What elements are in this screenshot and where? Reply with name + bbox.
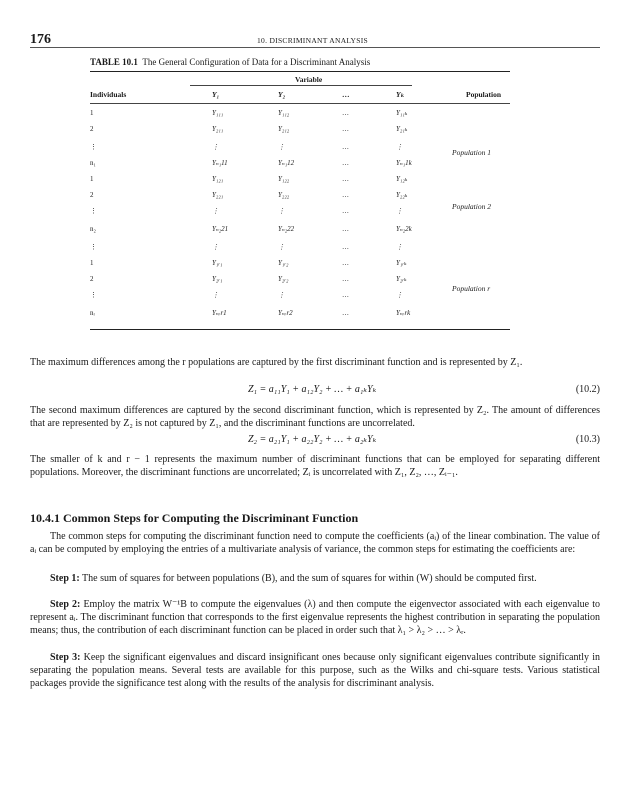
table-cell: Y₂ᵣₖ (396, 275, 407, 283)
table-caption (90, 57, 370, 67)
page-number: 176 (30, 32, 51, 47)
table-cell: Y₂₂ₖ (396, 191, 408, 199)
table-top-rule (90, 71, 510, 72)
step-1-label: Step 1: (50, 573, 80, 584)
table-cell: Y₂ᵣ₁ (212, 275, 223, 283)
equation-10-2: Z₁ = a₁₁Y₁ + a₁₂Y₂ + … + a₁ₖYₖ (248, 384, 377, 395)
table-cell: … (342, 175, 349, 183)
table-cell: … (342, 207, 349, 215)
equation-10-3: Z₂ = a₂₁Y₁ + a₂₂Y₂ + … + a₂ₖYₖ (248, 434, 377, 445)
paragraph-4: The common steps for computing the discriminant function need to compute the coefficients (aᵢ) of the linear combination. The value of aᵢ can be computed by employing the entries of a multivariate analysis of variance, the common steps for estimating the coefficients are: (30, 531, 600, 555)
table-cell: ⋮ (396, 207, 403, 215)
table-cell: … (342, 191, 349, 199)
population-1-label: Population 1 (452, 148, 491, 157)
table-cell: ⋮ (396, 243, 403, 251)
table-cell: ⋮ (212, 243, 219, 251)
step-3-text: Keep the significant eigenvalues and discard insignificant ones because only significant eigenvalues contribute significantly in separating the population means. Several tests are available for this purpose, such as the Wilks and chi-square tests. Various statistical packages provide the significance test along with the results of the analysis for discriminant analysis. (30, 652, 600, 689)
table-cell: Y₁₁₂ (278, 109, 290, 117)
table-cell: nᵣ (90, 309, 96, 317)
table-cell: 2 (90, 125, 94, 133)
population-2-label: Population 2 (452, 202, 491, 211)
step-1-text: The sum of squares for between populations (B), and the sum of squares for within (W) should be computed first. (79, 573, 537, 584)
table-cell: Y₂₂₁ (212, 191, 224, 199)
table-cell: … (342, 291, 349, 299)
table-cell: Yₙᵣrk (396, 309, 411, 317)
table-cell: Yₙ₂21 (212, 225, 229, 233)
table-cell: … (342, 275, 349, 283)
table-caption-text: The General Configuration of Data for a Discriminant Analysis (142, 57, 371, 67)
header-bottom-rule (90, 103, 510, 104)
table-cell: Yₙ₁1k (396, 159, 412, 167)
table-cell: Yₙ₂22 (278, 225, 295, 233)
table-bottom-rule (90, 329, 510, 330)
step-1 (30, 572, 600, 585)
table-cell: … (342, 109, 349, 117)
table-cell: Y₁₂ₖ (396, 175, 408, 183)
equation-number-10-3: (10.3) (575, 434, 600, 445)
table-cell: 2 (90, 191, 94, 199)
table-cell: ⋮ (396, 143, 403, 151)
table-cell: Y₁ᵣₖ (396, 259, 407, 267)
table-cell: … (342, 259, 349, 267)
spanner-rule (190, 85, 412, 86)
table-cell: … (342, 143, 349, 151)
col-header-y2: Y₂ (278, 90, 286, 99)
table-cell: Y₁₁₁ (212, 109, 224, 117)
table-cell: 1 (90, 259, 94, 267)
table-cell: Y₂₁₁ (212, 125, 224, 133)
table-cell: ⋮ (90, 243, 97, 251)
running-title: 10. DISCRIMINANT ANALYSIS (257, 36, 368, 45)
table-cell: ⋮ (90, 207, 97, 215)
header-rule (30, 47, 600, 48)
table-cell: Y₁₁ₖ (396, 109, 408, 117)
table-cell: Yₙ₁11 (212, 159, 228, 167)
table-cell: … (342, 309, 349, 317)
table-label: TABLE 10.1 (90, 57, 138, 67)
step-2-text: Employ the matrix W⁻¹B to compute the eigenvalues (λ) and then compute the eigenvector associated with each eigenvalue to represent aᵢ. The discriminant function that corresponds to the first eigenvalue represents the highest contribution in separating the population means; thus, the contribution of each discriminant function can be placed in order such that λ₁ > λ₂ > … > λᵣ. (30, 599, 600, 636)
table-cell: ⋮ (278, 291, 285, 299)
table-cell: Y₁ᵣ₁ (212, 259, 223, 267)
table-cell: n₁ (90, 159, 96, 167)
table-cell: ⋮ (396, 291, 403, 299)
table-cell: 1 (90, 175, 94, 183)
table-cell: Y₁₂₂ (278, 175, 290, 183)
table-cell: … (342, 225, 349, 233)
table-cell: ⋮ (90, 143, 97, 151)
population-r-label: Population r (452, 284, 491, 293)
table-cell: ⋮ (212, 207, 219, 215)
table-cell: ⋮ (212, 291, 219, 299)
table-cell: Yₙᵣr1 (212, 309, 227, 317)
col-header-individuals: Individuals (90, 90, 127, 99)
step-3-label: Step 3: (50, 652, 81, 663)
table-cell: Y₁ᵣ₂ (278, 259, 289, 267)
table-cell: Yₙᵣr2 (278, 309, 293, 317)
table-cell: … (342, 125, 349, 133)
col-header-population: Population (466, 90, 502, 99)
table-cell: ⋮ (278, 243, 285, 251)
table-cell: Yₙ₁12 (278, 159, 295, 167)
table-cell: ⋮ (90, 291, 97, 299)
equation-number-10-2: (10.2) (575, 384, 600, 395)
table-cell: Y₁₂₁ (212, 175, 224, 183)
table-cell: n₂ (90, 225, 96, 233)
table-cell: … (342, 159, 349, 167)
table-cell: ⋮ (212, 143, 219, 151)
col-header-yk: Yₖ (396, 90, 405, 99)
paragraph-2: The second maximum differences are captured by the second discriminant function, which is represented by Z₂. The amount of differences that are represented by Z₂ is not captured by Z₁, and the discriminant functions are uncorrelated. (30, 405, 600, 429)
step-3 (30, 651, 600, 690)
section-heading: 10.4.1 Common Steps for Computing the Discriminant Function (30, 511, 359, 525)
table-cell: ⋮ (278, 143, 285, 151)
table-cell: Y₂₁ₖ (396, 125, 408, 133)
table-cell: ⋮ (278, 207, 285, 215)
table-cell: 1 (90, 109, 94, 117)
table-cell: … (342, 243, 349, 251)
table-cell: Yₙ₂2k (396, 225, 412, 233)
step-2-label: Step 2: (50, 599, 81, 610)
col-header-ellipsis: … (342, 90, 350, 99)
table-cell: 2 (90, 275, 94, 283)
table-cell: Y₂₂₂ (278, 191, 290, 199)
col-header-y1: Y₁ (212, 90, 220, 99)
paragraph-1: The maximum differences among the r populations are captured by the first discriminant function and is represented by Z₁. (30, 357, 523, 368)
table-spanner: Variable (295, 75, 323, 84)
paragraph-3: The smaller of k and r − 1 represents the maximum number of discriminant functions that can be employed for separating different populations. Moreover, the discriminant functions are uncorrelated; Zᵢ is uncorrelated with Z₁, Z₂, …, Zᵢ₋₁. (30, 454, 600, 478)
step-2 (30, 598, 600, 637)
table-cell: Y₂ᵣ₂ (278, 275, 289, 283)
table-cell: Y₂₁₂ (278, 125, 290, 133)
